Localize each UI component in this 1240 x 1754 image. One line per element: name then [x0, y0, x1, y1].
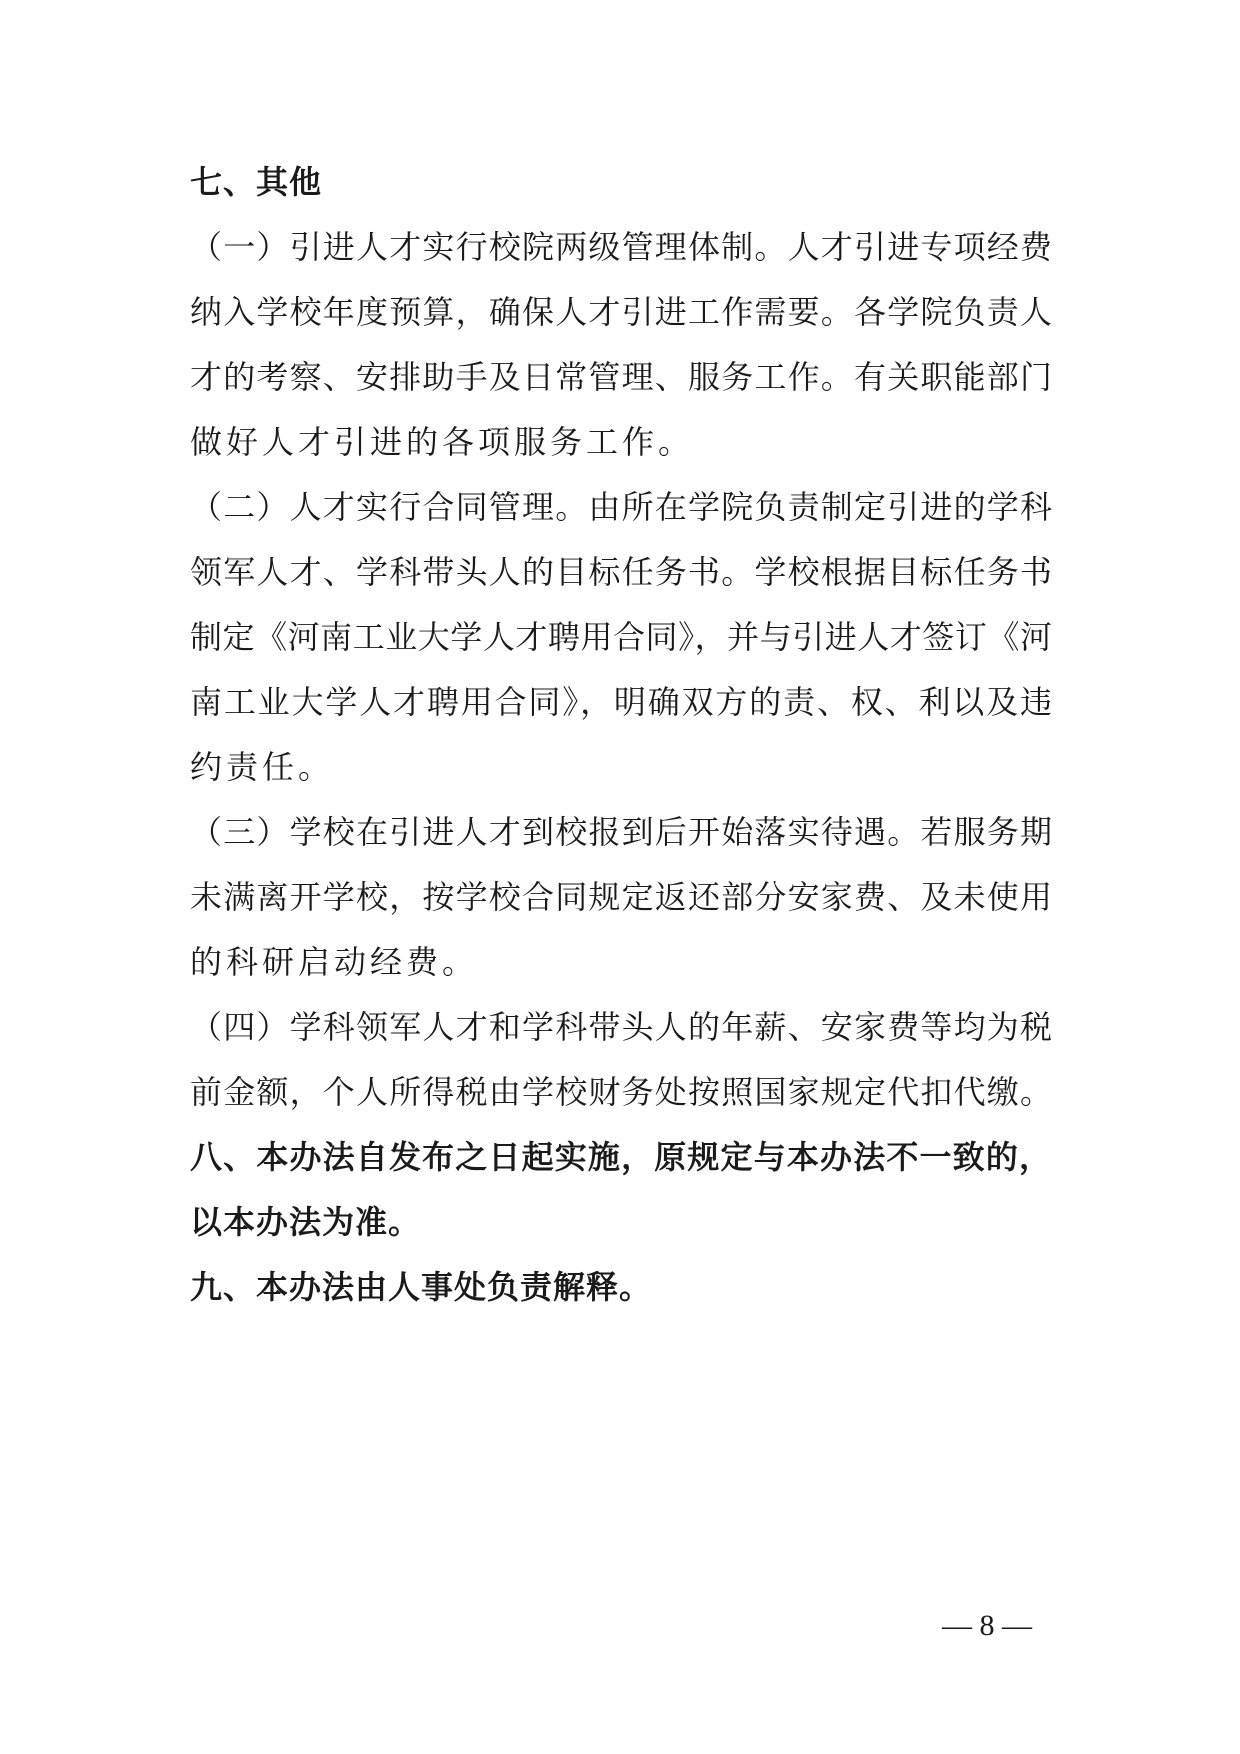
- page-number: — 8 —: [942, 1609, 1032, 1642]
- section-7-paragraph-1: [190, 215, 1052, 475]
- section-8: [190, 1125, 1052, 1255]
- section-9: 九、本办法由人事处负责解释。: [190, 1268, 653, 1306]
- section-8-line: 以本办法为准。: [190, 1203, 422, 1241]
- paragraph-line: 制定《河南工业大学人才聘用合同》，并与引进人才签订《河: [190, 618, 1052, 656]
- paragraph-line: 未满离开学校，按学校合同规定返还部分安家费、及未使用: [190, 878, 1052, 916]
- section-7-paragraph-2: [190, 475, 1052, 800]
- paragraph-line: 前金额，个人所得税由学校财务处按照国家规定代扣代缴。: [190, 1073, 1052, 1111]
- paragraph-line: 领军人才、学科带头人的目标任务书。学校根据目标任务书: [190, 553, 1052, 591]
- section-8-line: 八、本办法自发布之日起实施，原规定与本办法不一致的，: [190, 1138, 1052, 1176]
- paragraph-line: （四）学科领军人才和学科带头人的年薪、安家费等均为税: [190, 1008, 1052, 1046]
- paragraph-line: 的科研启动经费。: [190, 943, 479, 981]
- paragraph-line: 才的考察、安排助手及日常管理、服务工作。有关职能部门: [190, 358, 1052, 396]
- paragraph-line: 南工业大学人才聘用合同》，明确双方的责、权、利以及违: [190, 683, 1052, 721]
- document-body: [190, 150, 1052, 1320]
- paragraph-line: （三）学校在引进人才到校报到后开始落实待遇。若服务期: [190, 813, 1052, 851]
- section-7-paragraph-3: [190, 800, 1052, 995]
- section-7-heading: 七、其他: [190, 163, 323, 201]
- paragraph-line: （一）引进人才实行校院两级管理体制。人才引进专项经费: [190, 228, 1052, 266]
- paragraph-line: 做好人才引进的各项服务工作。: [190, 423, 695, 461]
- section-7-paragraph-4: [190, 995, 1052, 1125]
- paragraph-line: （二）人才实行合同管理。由所在学院负责制定引进的学科: [190, 488, 1052, 526]
- paragraph-line: 约责任。: [190, 748, 335, 786]
- paragraph-line: 纳入学校年度预算，确保人才引进工作需要。各学院负责人: [190, 293, 1052, 331]
